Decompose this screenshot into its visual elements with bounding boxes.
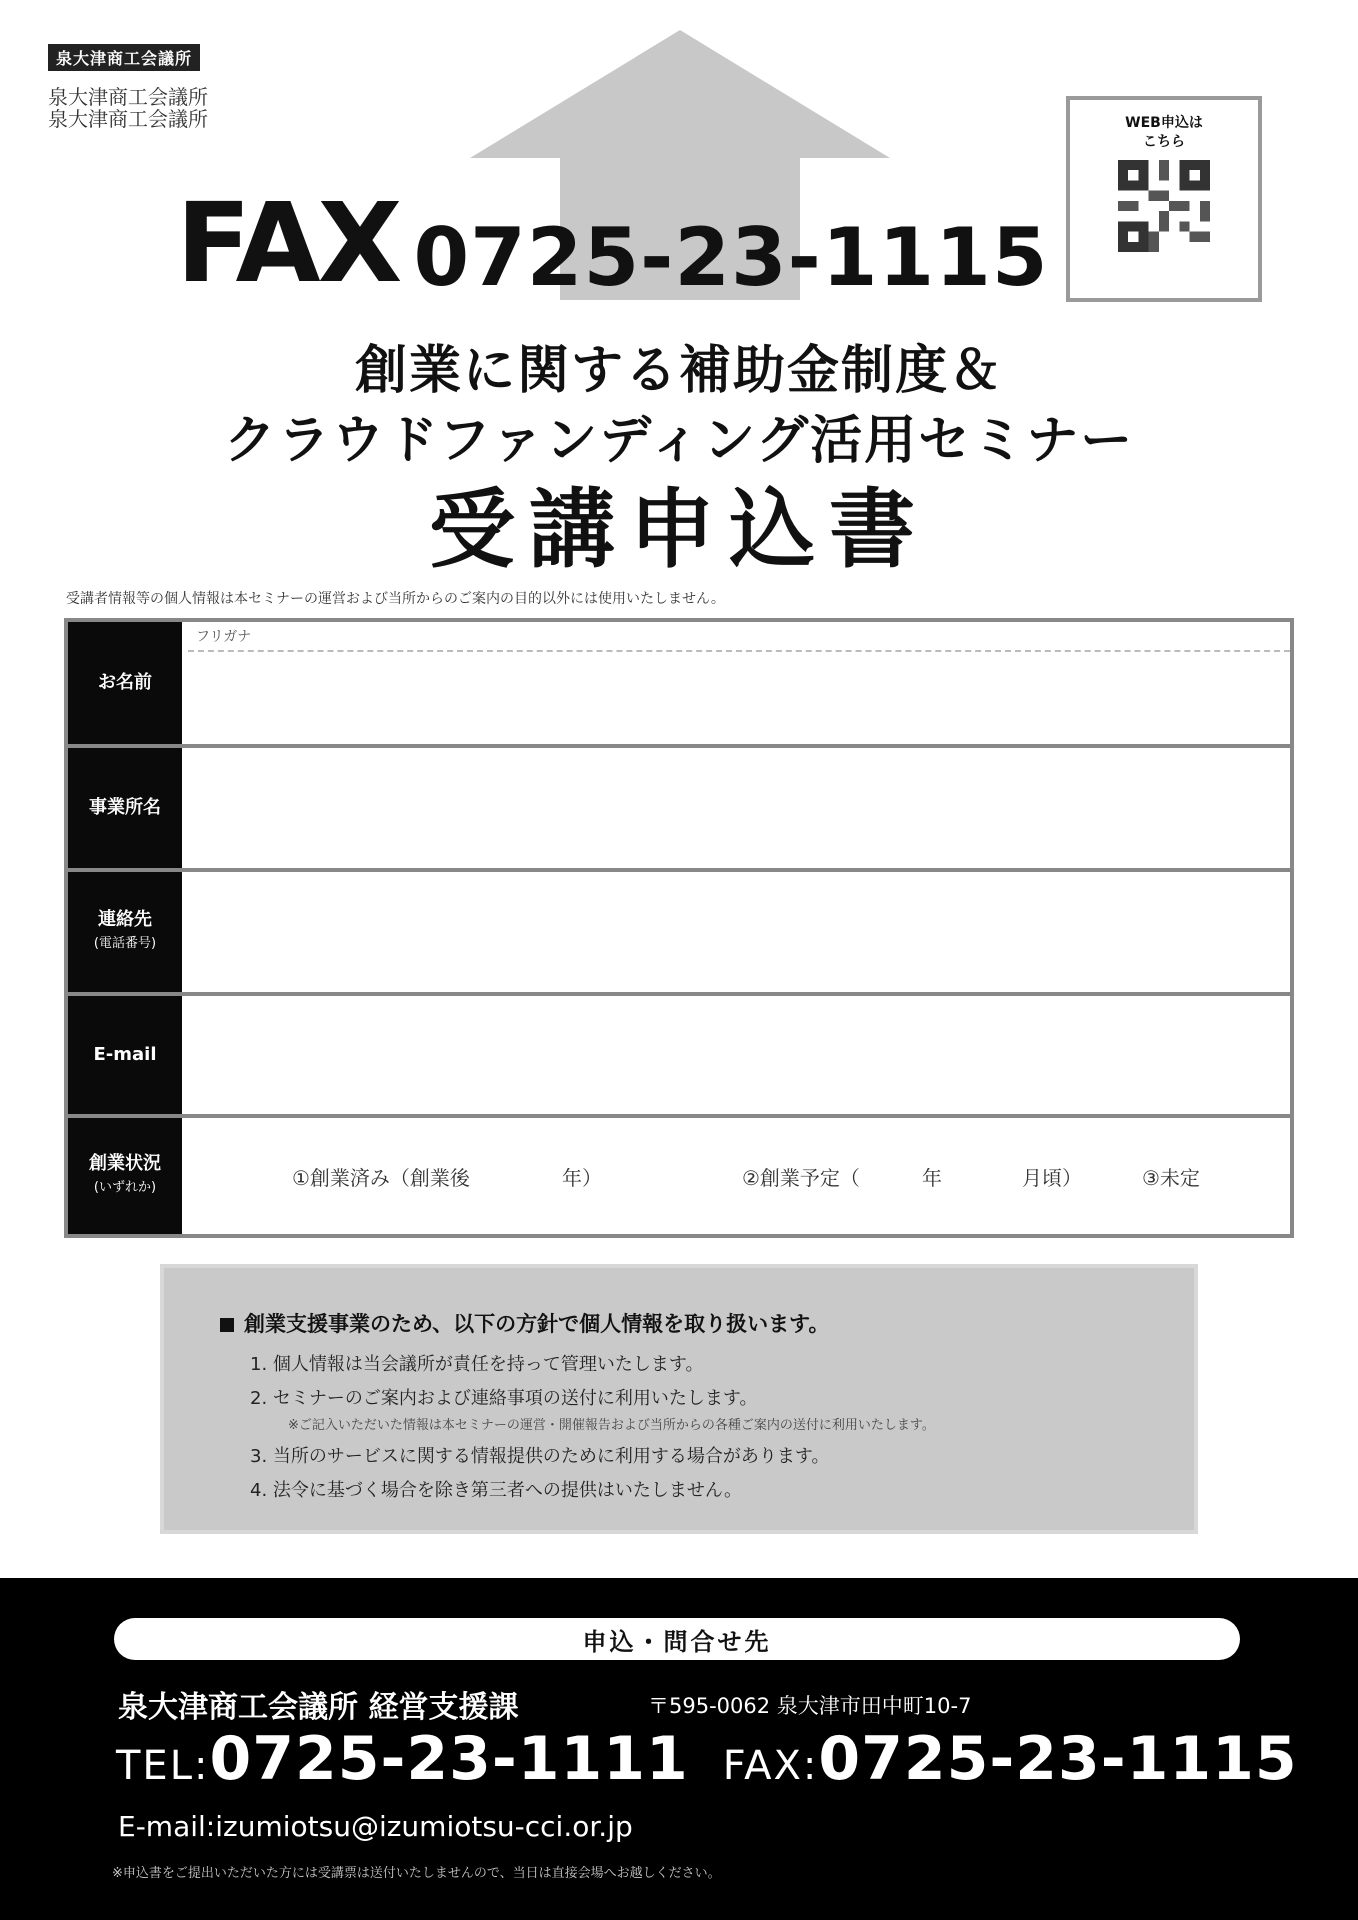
row-sublabel: (電話番号) [93, 936, 157, 951]
form-row-company [68, 744, 1290, 868]
row-label [68, 1118, 182, 1234]
row-label [68, 996, 182, 1114]
form-row-email [68, 992, 1290, 1114]
web-apply-qr[interactable] [1066, 96, 1262, 302]
org-name-block [48, 86, 208, 130]
privacy-note: 受講者情報等の個人情報は本セミナーの運営および当所からのご案内の目的以外には使用いたしません。 [66, 591, 725, 607]
fax-heading [176, 178, 1049, 307]
option-undecided[interactable]: ③未定 [1142, 1165, 1200, 1190]
option-year-unit: 年 [922, 1165, 942, 1190]
status-options [182, 1118, 1290, 1234]
fax-label-footer: FAX: [722, 1743, 819, 1789]
page-title: 受講申込書 [429, 480, 929, 580]
row-label-text: 事業所名 [89, 797, 161, 818]
option-planned[interactable]: ②創業予定（ [742, 1165, 860, 1190]
row-label [68, 748, 182, 868]
notice-item: 3. 当所のサービスに関する情報提供のために利用する場合があります。 [250, 1446, 830, 1467]
contact-numbers [116, 1724, 1332, 1794]
notice-item: 4. 法令に基づく場合を除き第三者への提供はいたしません。 [250, 1480, 742, 1501]
form-row-phone [68, 868, 1290, 992]
row-label-text: E-mail [93, 1044, 157, 1065]
title-line-1: 創業に関する補助金制度＆ [354, 341, 1003, 401]
row-label [68, 872, 182, 992]
notice-sub-item: ※ご記入いただいた情報は本セミナーの運営・開催報告および当所からの各種ご案内の送付に利用いたします。 [288, 1418, 935, 1433]
form-row-name [68, 622, 1290, 744]
row-sublabel: (いずれか) [93, 1180, 157, 1195]
contact-address: 〒595-0062 泉大津市田中町10-7 [648, 1694, 972, 1718]
row-label [68, 622, 182, 744]
org-name-line: 泉大津商工会議所 [48, 85, 208, 109]
option-established[interactable]: ①創業済み（創業後 [292, 1165, 470, 1190]
row-label-text: 創業状況 [89, 1153, 161, 1174]
notice-item: 1. 個人情報は当会議所が責任を持って管理いたします。 [250, 1354, 704, 1375]
tel-number[interactable]: 0725-23-1111 [209, 1724, 689, 1794]
form-row-status [68, 1114, 1290, 1234]
furigana-field[interactable]: フリガナ [188, 622, 1290, 652]
notice-heading: 創業支援事業のため、以下の方針で個人情報を取り扱います。 [220, 1308, 829, 1338]
privacy-notice-box [160, 1264, 1198, 1534]
contact-email[interactable]: E-mail:izumiotsu@izumiotsu-cci.or.jp [118, 1810, 633, 1843]
footer-note: ※申込書をご提出いただいた方には受講票は送付いたしませんので、当日は直接会場へお越しください。 [112, 1866, 721, 1881]
qr-label-line: こちら [1143, 134, 1185, 150]
qr-code-icon [1118, 160, 1210, 252]
option-years-suffix: 年） [562, 1165, 602, 1190]
title-line-2: クラウドファンディング活用セミナー [223, 411, 1135, 471]
tel-label: TEL: [116, 1743, 210, 1789]
org-badge: 泉大津商工会議所 [48, 44, 200, 71]
qr-label-line: WEB申込は [1125, 115, 1203, 131]
row-label-text: お名前 [98, 672, 152, 693]
fax-number: 0725-23-1115 [413, 211, 1049, 304]
org-name-line: 泉大津商工会議所 [48, 107, 208, 131]
option-month-unit: 月頃） [1022, 1165, 1082, 1190]
contact-heading: 申込・問合せ先 [114, 1618, 1240, 1660]
contact-footer [0, 1578, 1358, 1920]
qr-label [1070, 114, 1258, 152]
row-label-text: 連絡先 [98, 909, 152, 930]
fax-label: FAX [176, 179, 400, 307]
notice-item: 2. セミナーのご案内および連絡事項の送付に利用いたします。 [250, 1388, 758, 1409]
contact-org: 泉大津商工会議所 経営支援課 [118, 1690, 519, 1725]
application-form [64, 618, 1294, 1238]
fax-number-footer: 0725-23-1115 [818, 1724, 1298, 1794]
